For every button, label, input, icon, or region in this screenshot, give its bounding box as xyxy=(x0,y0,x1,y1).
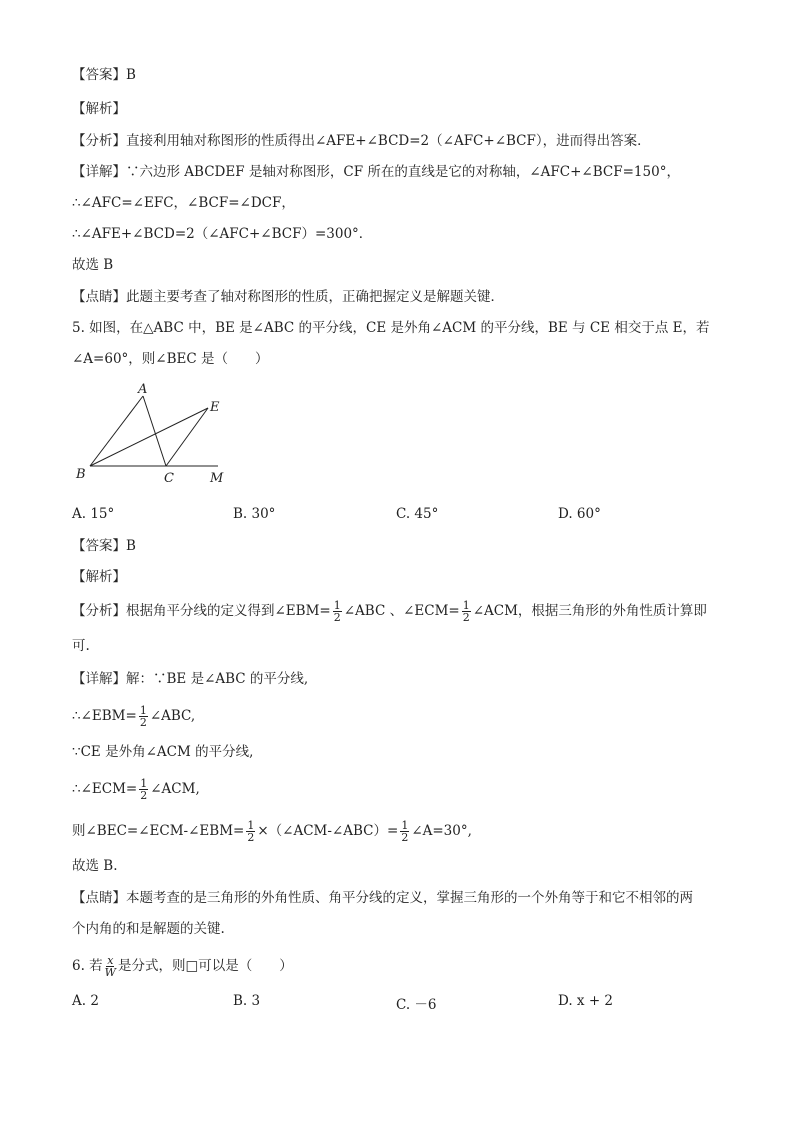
q6-option-b: B. 3 xyxy=(233,993,261,1009)
fraction-half: $\frac{1}{2}$ xyxy=(333,599,341,624)
q5-step-2: ∵CE 是外角∠ACM 的平分线, xyxy=(72,744,254,760)
q5-fenxi: 【分析】根据角平分线的定义得到∠EBM= $\frac{1}{2}$ ∠ABC 、∠ECM= $\frac{1}{2}$ ∠ACM，根据三角形的外角性质计算即 xyxy=(72,599,707,624)
q5-option-a: A. 15° xyxy=(72,506,115,522)
q4-xiangjie: 【详解】∵六边形 ABCDEF 是轴对称图形，CF 所在的直线是它的对称轴，∠AFC+∠BCF=150°， xyxy=(72,164,680,180)
q5-analysis-heading: 【解析】 xyxy=(72,569,126,585)
segment-ac xyxy=(143,396,166,466)
q6-option-c: C. －6 xyxy=(396,997,437,1013)
q5-step-3: ∴∠ECM= $\frac{1}{2}$ ∠ACM, xyxy=(72,777,200,802)
q5-answer: 【答案】B xyxy=(72,538,136,554)
q4-step-2: ∴∠AFE+∠BCD=2（∠AFC+∠BCF）=300°． xyxy=(72,226,373,242)
label-a: A xyxy=(138,382,148,397)
fraction-half: $\frac{1}{2}$ xyxy=(462,599,470,624)
q5-step-4: 则∠BEC=∠ECM-∠EBM= $\frac{1}{2}$ ×（∠ACM-∠ABC）= $\frac{1}{2}$ ∠A=30°, xyxy=(72,819,472,844)
q4-step-1: ∴∠AFC=∠EFC，∠BCF=∠DCF， xyxy=(72,195,295,211)
q5-option-c: C. 45° xyxy=(396,506,439,522)
q5-triangle-figure xyxy=(70,380,250,490)
label-c: C xyxy=(164,471,174,486)
q5-dianjing-line-2: 个内角的和是解题的关键. xyxy=(72,921,225,937)
label-e: E xyxy=(210,400,220,415)
label-m: M xyxy=(210,471,224,486)
q5-step-1: ∴∠EBM= $\frac{1}{2}$ ∠ABC, xyxy=(72,704,196,729)
q4-answer: 【答案】B xyxy=(72,67,136,83)
q4-fenxi: 【分析】直接利用轴对称图形的性质得出∠AFE+∠BCD=2（∠AFC+∠BCF），进而得出答案． xyxy=(72,133,651,149)
fraction-half: $\frac{1}{2}$ xyxy=(247,819,255,844)
segment-be xyxy=(90,408,208,466)
q5-dianjing-line-1: 【点睛】本题考查的是三角形的外角性质、角平分线的定义，掌握三角形的一个外角等于和它不相邻的两 xyxy=(72,890,693,906)
q5-choose: 故选 B. xyxy=(72,858,118,874)
q4-analysis-heading: 【解析】 xyxy=(72,101,126,117)
q5-option-d: D. 60° xyxy=(558,506,601,522)
q4-dianjing: 【点睛】此题主要考查了轴对称图形的性质，正确把握定义是解题关键． xyxy=(72,289,504,305)
q5-stem-line-2: ∠A=60°，则∠BEC 是（ ） xyxy=(72,351,269,367)
q5-xiangjie: 【详解】解：∵BE 是∠ABC 的平分线, xyxy=(72,671,309,687)
q6-stem: 6. 若 $\frac{x}{W}$ 是分式，则□可以是（ ） xyxy=(72,954,293,979)
label-b: B xyxy=(76,467,86,482)
fraction-half: $\frac{1}{2}$ xyxy=(401,819,409,844)
q5-stem-line-1: 5. 如图，在△ABC 中，BE 是∠ABC 的平分线，CE 是外角∠ACM 的平分线，BE 与 CE 相交于点 E，若 xyxy=(72,320,710,336)
fraction-half: $\frac{1}{2}$ xyxy=(139,704,147,729)
q6-option-d: D. x + 2 xyxy=(558,993,614,1009)
q5-option-b: B. 30° xyxy=(233,506,276,522)
q6-option-a: A. 2 xyxy=(72,993,99,1009)
fraction-x-over-w: $\frac{x}{W}$ xyxy=(104,954,116,979)
segment-ab xyxy=(90,396,143,466)
fraction-half: $\frac{1}{2}$ xyxy=(140,777,148,802)
q5-fenxi-continued: 可. xyxy=(72,638,90,654)
segment-ce xyxy=(166,408,208,466)
q4-choose: 故选 B xyxy=(72,257,114,273)
